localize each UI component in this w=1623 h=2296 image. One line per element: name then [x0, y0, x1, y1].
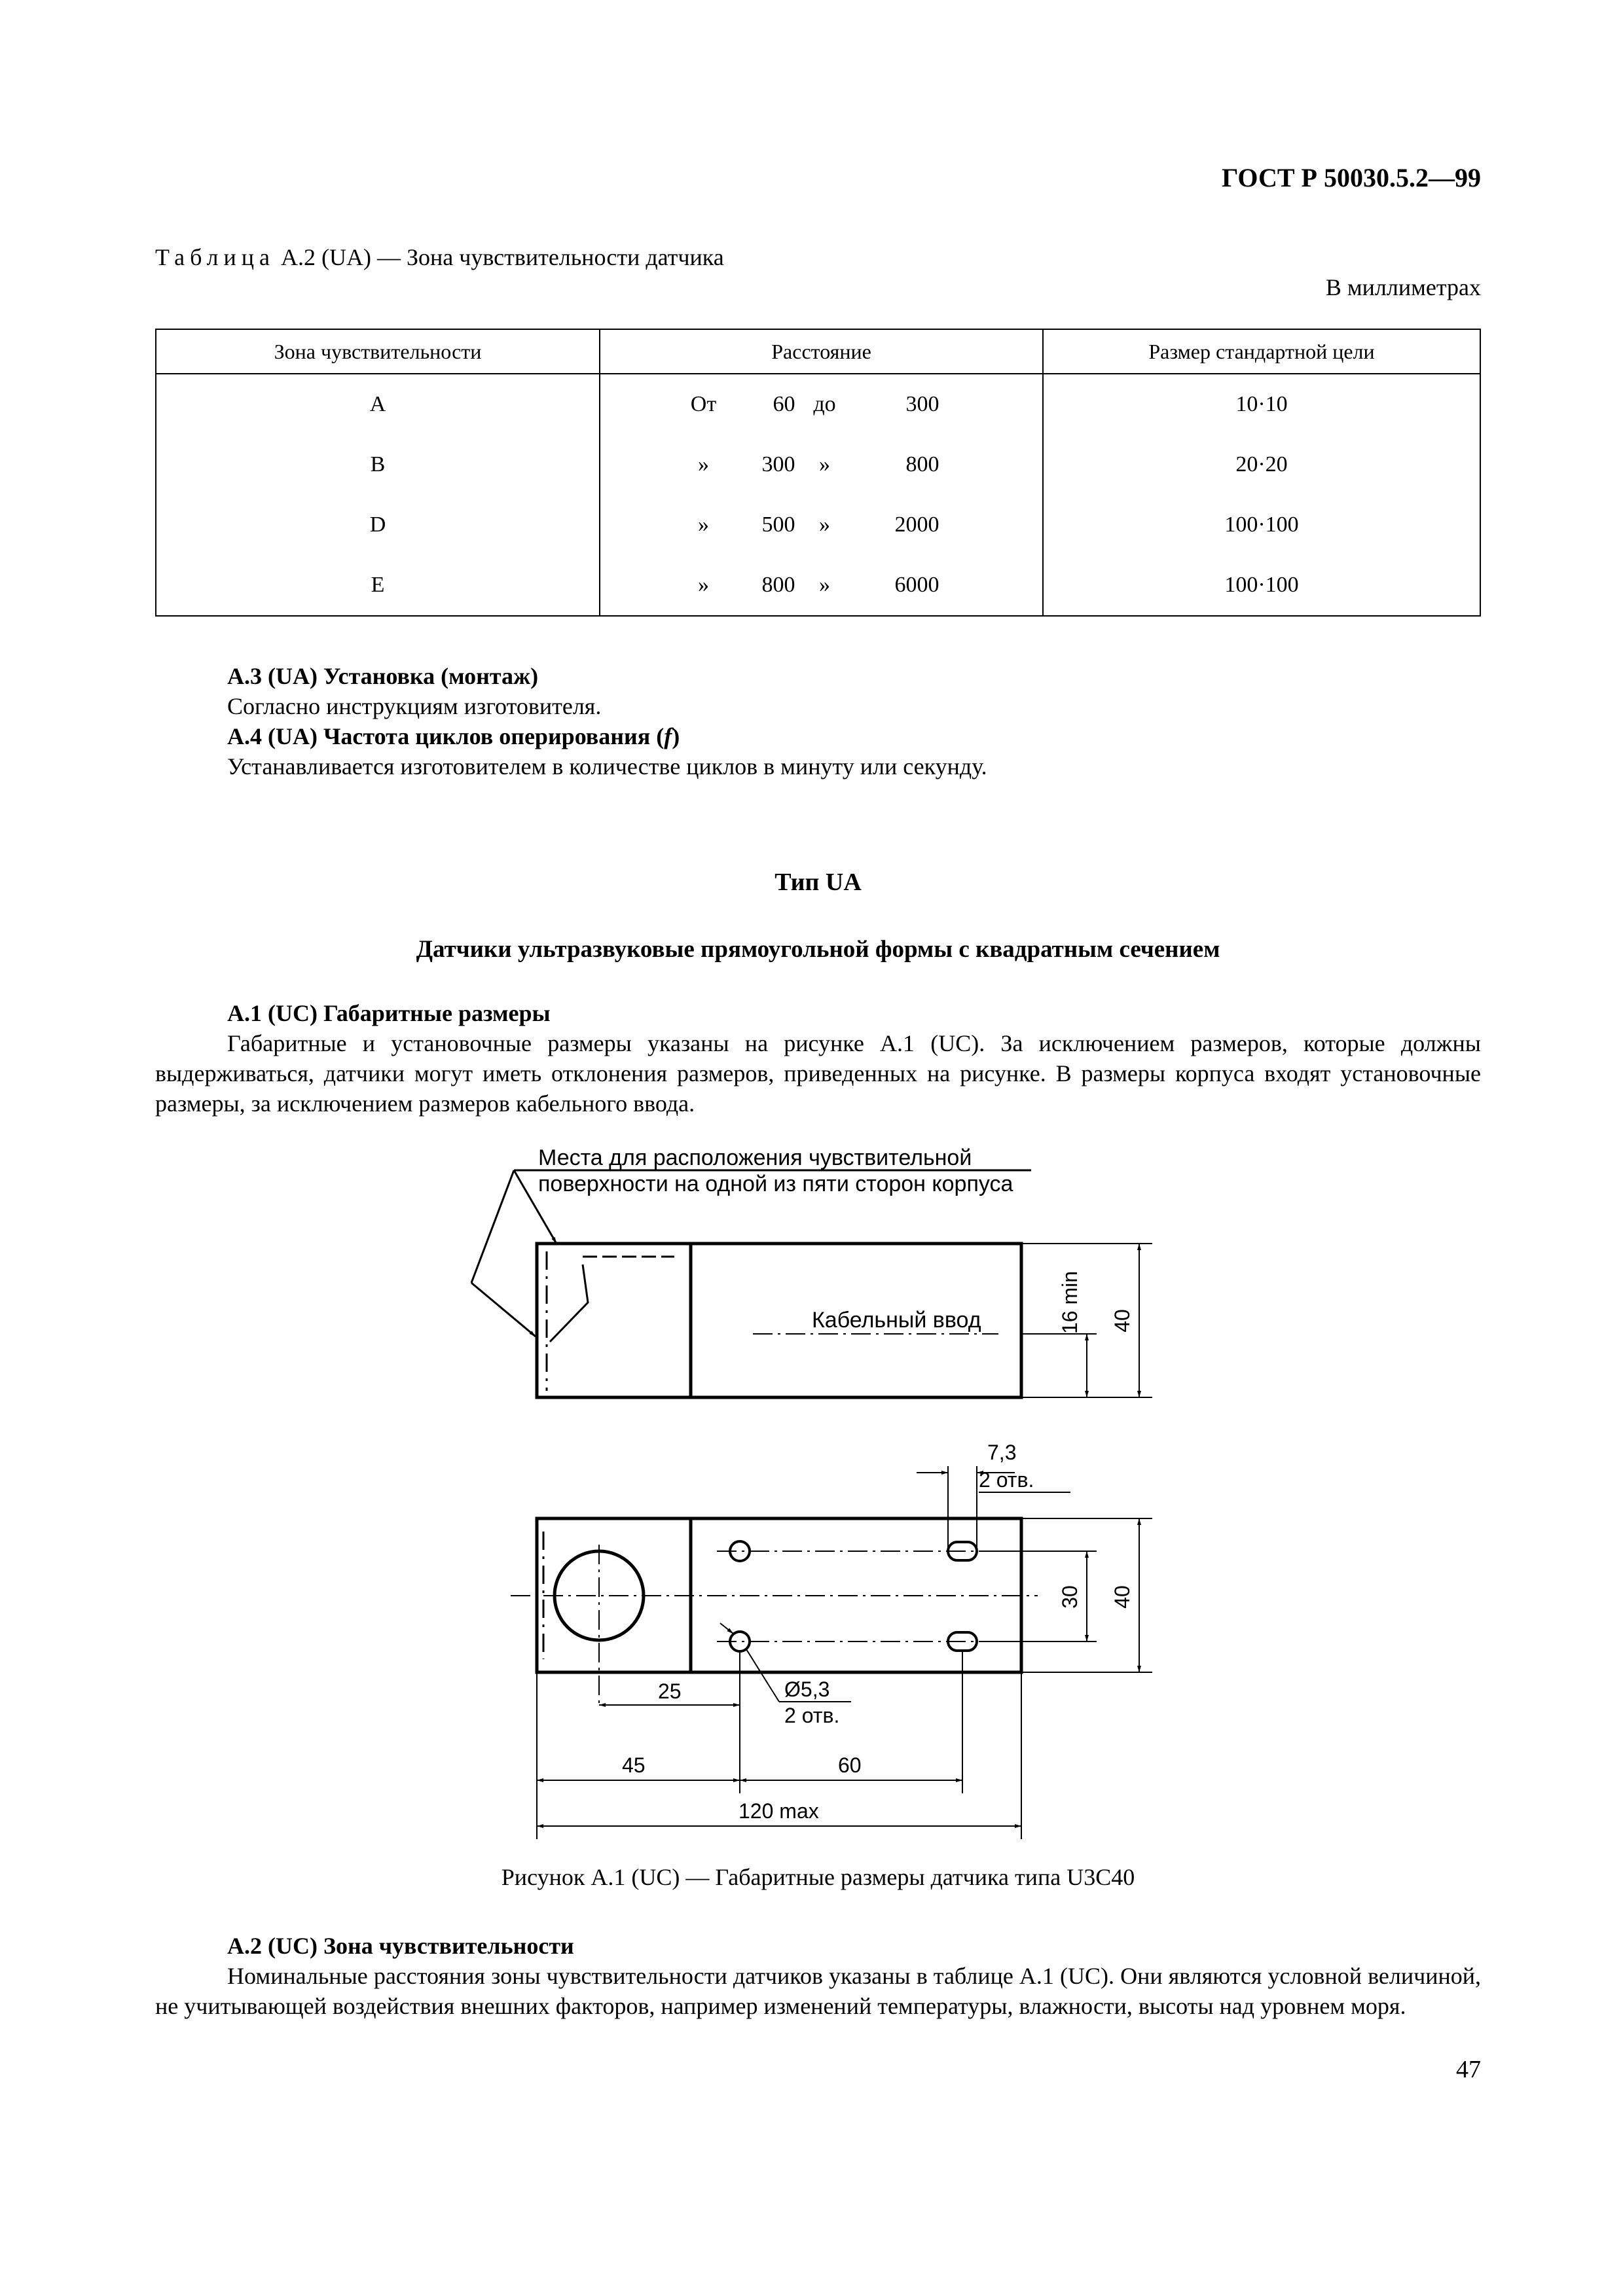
title-suffix: ) — [672, 723, 680, 749]
column-header: Размер стандартной цели — [1043, 329, 1480, 374]
sensitivity-zone-table — [155, 329, 1481, 617]
range-prefix: » — [698, 573, 709, 597]
target-cell: 20·20 — [1043, 435, 1480, 495]
distance-cell — [600, 435, 1043, 495]
table-caption-text: А.2 (UA) — Зона чувствительности датчика — [280, 244, 724, 270]
sub-heading: Датчики ультразвуковые прямоугольной формы с квадратным сечением — [416, 936, 1220, 963]
table-row — [156, 435, 1480, 495]
section-a1uc — [155, 998, 1481, 1119]
dimension-drawing — [458, 1126, 1178, 1846]
dim-30-label: 30 — [1058, 1585, 1082, 1609]
label-line-2: поверхности на одной из пяти сторон корпуса — [538, 1172, 1013, 1196]
dim-120-label: 120 max — [739, 1799, 819, 1823]
dim-16-label: 16 min — [1058, 1270, 1082, 1335]
section-text: Согласно инструкциям изготовителя. — [227, 693, 602, 719]
range-prefix: » — [698, 512, 709, 537]
leader-line — [720, 1623, 733, 1634]
column-header: Расстояние — [600, 329, 1043, 374]
range-to: 800 — [905, 452, 939, 476]
title-prefix: А.4 (UA) Частота циклов оперирования ( — [227, 723, 665, 749]
target-cell: 100·100 — [1043, 555, 1480, 616]
range-from: 60 — [773, 392, 795, 416]
document-id: ГОСТ Р 50030.5.2—99 — [1221, 163, 1481, 192]
section-title: А.1 (UC) Габаритные размеры — [227, 1000, 551, 1026]
section-text: Габаритные и установочные размеры указаны на рисунке А.1 (UC). За исключением размеров, которые должны выдерживаться, датчики могут иметь отклонения размеров, приведенных на рисунке. В размеры корпуса входят установочные размеры, за исключением размеров кабельного ввода. — [155, 1030, 1481, 1117]
dim-25-label: 25 — [658, 1679, 682, 1703]
cable-entry-label: Кабельный ввод — [812, 1308, 981, 1333]
range-mid: » — [819, 573, 830, 597]
leader-line — [746, 1649, 779, 1702]
range-prefix: » — [698, 452, 709, 476]
frequency-symbol: f — [664, 723, 672, 749]
table-header-row — [156, 329, 1480, 374]
section-a2uc — [155, 1931, 1481, 2021]
dim-40-label: 40 — [1110, 1309, 1134, 1333]
section-title-a4 — [155, 721, 1481, 751]
table-caption-label: Таблица — [155, 244, 275, 270]
table-units: В миллиметрах — [1325, 274, 1481, 300]
dim-40-bottom-label: 40 — [1110, 1585, 1134, 1609]
range-mid: » — [819, 512, 830, 537]
distance-cell — [600, 374, 1043, 435]
leader-line — [550, 1265, 588, 1342]
section-title: А.3 (UA) Установка (монтаж) — [227, 663, 539, 689]
distance-cell — [600, 495, 1043, 555]
leader-line — [471, 1283, 536, 1336]
label-line-1: Места для расположения чувствительной — [538, 1145, 972, 1170]
target-cell: 10·10 — [1043, 374, 1480, 435]
target-cell: 100·100 — [1043, 495, 1480, 555]
range-from: 500 — [761, 512, 795, 537]
holes-label-a: 2 отв. — [979, 1468, 1034, 1492]
section-a3 — [155, 661, 1481, 781]
table-row — [156, 374, 1480, 435]
dim-60-label: 60 — [838, 1753, 862, 1777]
type-heading: Тип UA — [775, 869, 862, 896]
section-text: Устанавливается изготовителем в количестве циклов в минуту или секунду. — [227, 753, 987, 780]
range-prefix: От — [690, 392, 717, 416]
page-number: 47 — [1456, 2056, 1481, 2083]
range-mid: до — [813, 392, 836, 416]
figure-caption: Рисунок А.1 (UC) — Габаритные размеры датчика типа U3C40 — [501, 1864, 1135, 1890]
table-row — [156, 495, 1480, 555]
table-caption — [155, 243, 724, 271]
dim-45-label: 45 — [622, 1753, 646, 1777]
dim-d53-label: Ø5,3 — [784, 1677, 830, 1701]
zone-cell: D — [156, 495, 600, 555]
range-from: 300 — [761, 452, 795, 476]
dim-7-3-label: 7,3 — [987, 1441, 1017, 1464]
zone-cell: A — [156, 374, 600, 435]
range-to: 2000 — [894, 512, 939, 537]
range-mid: » — [819, 452, 830, 476]
range-to: 6000 — [894, 573, 939, 597]
range-from: 800 — [761, 573, 795, 597]
distance-cell — [600, 555, 1043, 616]
table-row — [156, 555, 1480, 616]
range-to: 300 — [905, 392, 939, 416]
holes-label-b: 2 отв. — [784, 1704, 840, 1727]
zone-cell: B — [156, 435, 600, 495]
section-title: А.2 (UC) Зона чувствительности — [227, 1933, 574, 1959]
section-text: Номинальные расстояния зоны чувствительности датчиков указаны в таблице А.1 (UC). Они являются условной величиной, не учитывающей воздействия внешних факторов, например изменений температуры, влажности, высоты над уровнем моря. — [155, 1963, 1481, 2019]
leader-line — [471, 1170, 514, 1283]
zone-cell: E — [156, 555, 600, 616]
column-header: Зона чувствительности — [156, 329, 600, 374]
